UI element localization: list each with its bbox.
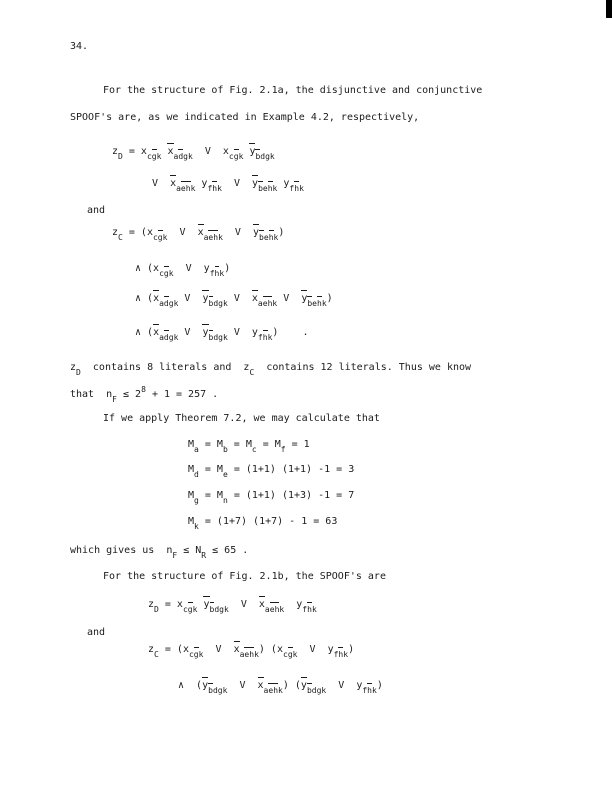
equation-zc-line-1: $z_C = (x_{cgk}$ V $x_{aehk}$ V $y_{behk}$) (112, 227, 285, 242)
equation-zc-b-line-2: ∧ ($y_{bdgk}$ V $x_{aehk}$) ($y_{bdgk}$ V $y_{fhk}$) (178, 680, 383, 695)
equation-zc-line-4: ∧ ($x_{adgk}$ V $y_{bdgk}$ V $y_{fhk}$) . (135, 327, 309, 342)
bound-line: that $n_F \le 2^8 + 1 = 257$ . (70, 385, 219, 404)
paragraph-2: For the structure of Fig. 2.1b, the SPOOF's are (103, 571, 386, 582)
and-label-2: and (87, 627, 106, 638)
m-eq-1: $M_a = M_b = M_c = M_f = 1$ (188, 439, 310, 454)
paragraph-line-2: SPOOF's are, as we indicated in Example 4.2, respectively, (70, 112, 420, 123)
equation-zc-line-2: ∧ ($x_{cgk}$ V $y_{fhk}$) (135, 263, 231, 278)
page-number: 34. (70, 41, 89, 52)
contains-line: $z_D$ contains 8 literals and $z_C$ contains 12 literals. Thus we know (70, 362, 472, 377)
equation-zc-line-3: ∧ ($x_{adgk}$ V $y_{bdgk}$ V $x_{aehk}$ V $y_{behk}$) (135, 293, 333, 308)
theorem-line: If we apply Theorem 7.2, we may calculate that (103, 413, 380, 424)
gives-line: which gives us $n_F \le N_R \le 65$ . (70, 545, 249, 560)
equation-zc-b-line-1: $z_C = (x_{cgk}$ V $x_{aehk}$) ($x_{cgk}$ V $y_{fhk}$) (148, 644, 355, 659)
equation-zd-b: $z_D = x_{cgk}$ $y_{bdgk}$ V $x_{aehk}$ $y_{fhk}$ (148, 599, 317, 614)
equation-zd-line-2: V $x_{aehk}$ $y_{fhk}$ V $y_{behk}$ $y_{fhk}$ (152, 178, 304, 193)
m-eq-2: $M_d = M_e = (1+1)$ (1+1) -1 = 3 (188, 464, 355, 479)
paragraph-line-1: For the structure of Fig. 2.1a, the disjunctive and conjunctive (103, 85, 483, 96)
scan-mark (606, 0, 612, 18)
equation-zd-line-1: $z_D = x_{cgk}$ $x_{adgk}$ V $x_{cgk}$ $y_{bdgk}$ (112, 146, 275, 161)
and-label-1: and (87, 205, 106, 216)
m-eq-3: $M_g = M_n = (1+1)$ (1+3) -1 = 7 (188, 490, 355, 505)
m-eq-4: $M_k = (1+7)$ (1+7) - 1 = 63 (188, 516, 338, 531)
